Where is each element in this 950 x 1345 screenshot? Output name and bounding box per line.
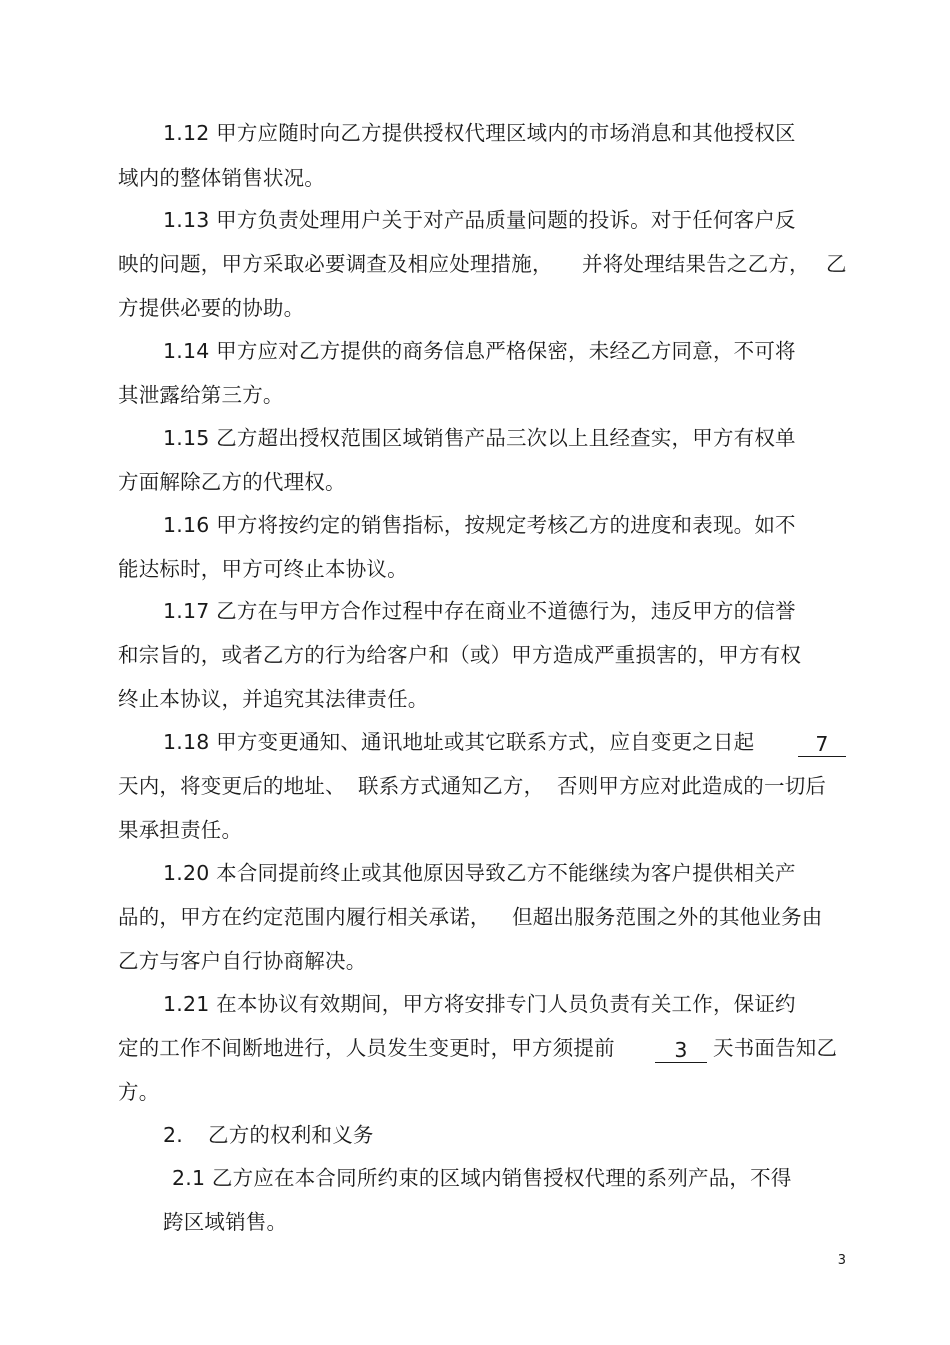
clause-1-18-line-1: 1.18 甲方变更通知、通讯地址或其它联系方式，应自变更之日起 [163,730,755,754]
clause-1-12-line-1: 1.12 甲方应随时向乙方提供授权代理区域内的市场消息和其他授权区 [163,121,796,145]
clause-1-21-line-2a: 定的工作不间断地进行，人员发生变更时，甲方须提前 [118,1036,615,1060]
clause-1-13-line-3: 方提供必要的协助。 [118,296,305,320]
clause-1-15-line-2: 方面解除乙方的代理权。 [118,470,346,494]
section-2-number: 2. [163,1123,183,1147]
clause-1-18-line-3: 果承担责任。 [118,818,243,842]
clause-1-15-line-1: 1.15 乙方超出授权范围区域销售产品三次以上且经查实，甲方有权单 [163,426,796,450]
clause-2-1-line-2: 跨区域销售。 [163,1210,288,1234]
clause-1-13-line-1: 1.13 甲方负责处理用户关于对产品质量问题的投诉。对于任何客户反 [163,208,796,232]
clause-1-21-line-3: 方。 [118,1080,160,1104]
clause-1-13-line-2b: 并将处理结果告之乙方， [582,252,810,276]
clause-1-20-line-1: 1.20 本合同提前终止或其他原因导致乙方不能继续为客户提供相关产 [163,861,796,885]
clause-1-18-days-value: 7 [798,732,846,757]
clause-1-14-line-1: 1.14 甲方应对乙方提供的商务信息严格保密，未经乙方同意，不可将 [163,339,796,363]
page-number: 3 [837,1253,846,1268]
clause-1-12-line-2: 域内的整体销售状况。 [118,166,325,190]
section-2-heading: 乙方的权利和义务 [208,1123,374,1147]
clause-1-21-line-2b: 天书面告知乙 [713,1036,838,1060]
clause-1-13-line-2c: 乙 [826,252,847,276]
clause-1-17-line-3: 终止本协议，并追究其法律责任。 [118,687,429,711]
clause-1-16-line-1: 1.16 甲方将按约定的销售指标，按规定考核乙方的进度和表现。如不 [163,513,796,537]
clause-2-1-line-1: 2.1 乙方应在本合同所约束的区域内销售授权代理的系列产品，不得 [172,1166,792,1190]
clause-1-20-line-2b: 但超出服务范围之外的其他业务由 [512,905,823,929]
clause-1-16-line-2: 能达标时，甲方可终止本协议。 [118,557,408,581]
clause-1-18-line-2a: 天内，将变更后的地址、 [118,774,346,798]
clause-1-21-days-field [655,1036,707,1064]
clause-1-21-days-value: 3 [655,1038,707,1063]
clause-1-18-line-2c: 否则甲方应对此造成的一切后 [557,774,827,798]
clause-1-14-line-2: 其泄露给第三方。 [118,383,284,407]
clause-1-17-line-2: 和宗旨的，或者乙方的行为给客户和（或）甲方造成严重损害的，甲方有权 [118,643,802,667]
clause-1-18-days-field [798,730,846,758]
clause-1-18-line-2b: 联系方式通知乙方， [358,774,545,798]
clause-1-17-line-1: 1.17 乙方在与甲方合作过程中存在商业不道德行为，违反甲方的信誉 [163,599,796,623]
clause-1-20-line-3: 乙方与客户自行协商解决。 [118,949,367,973]
clause-1-21-line-1: 1.21 在本协议有效期间，甲方将安排专门人员负责有关工作，保证约 [163,992,796,1016]
clause-1-20-line-2a: 品的，甲方在约定范围内履行相关承诺， [118,905,491,929]
clause-1-13-line-2a: 映的问题，甲方采取必要调查及相应处理措施， [118,252,553,276]
